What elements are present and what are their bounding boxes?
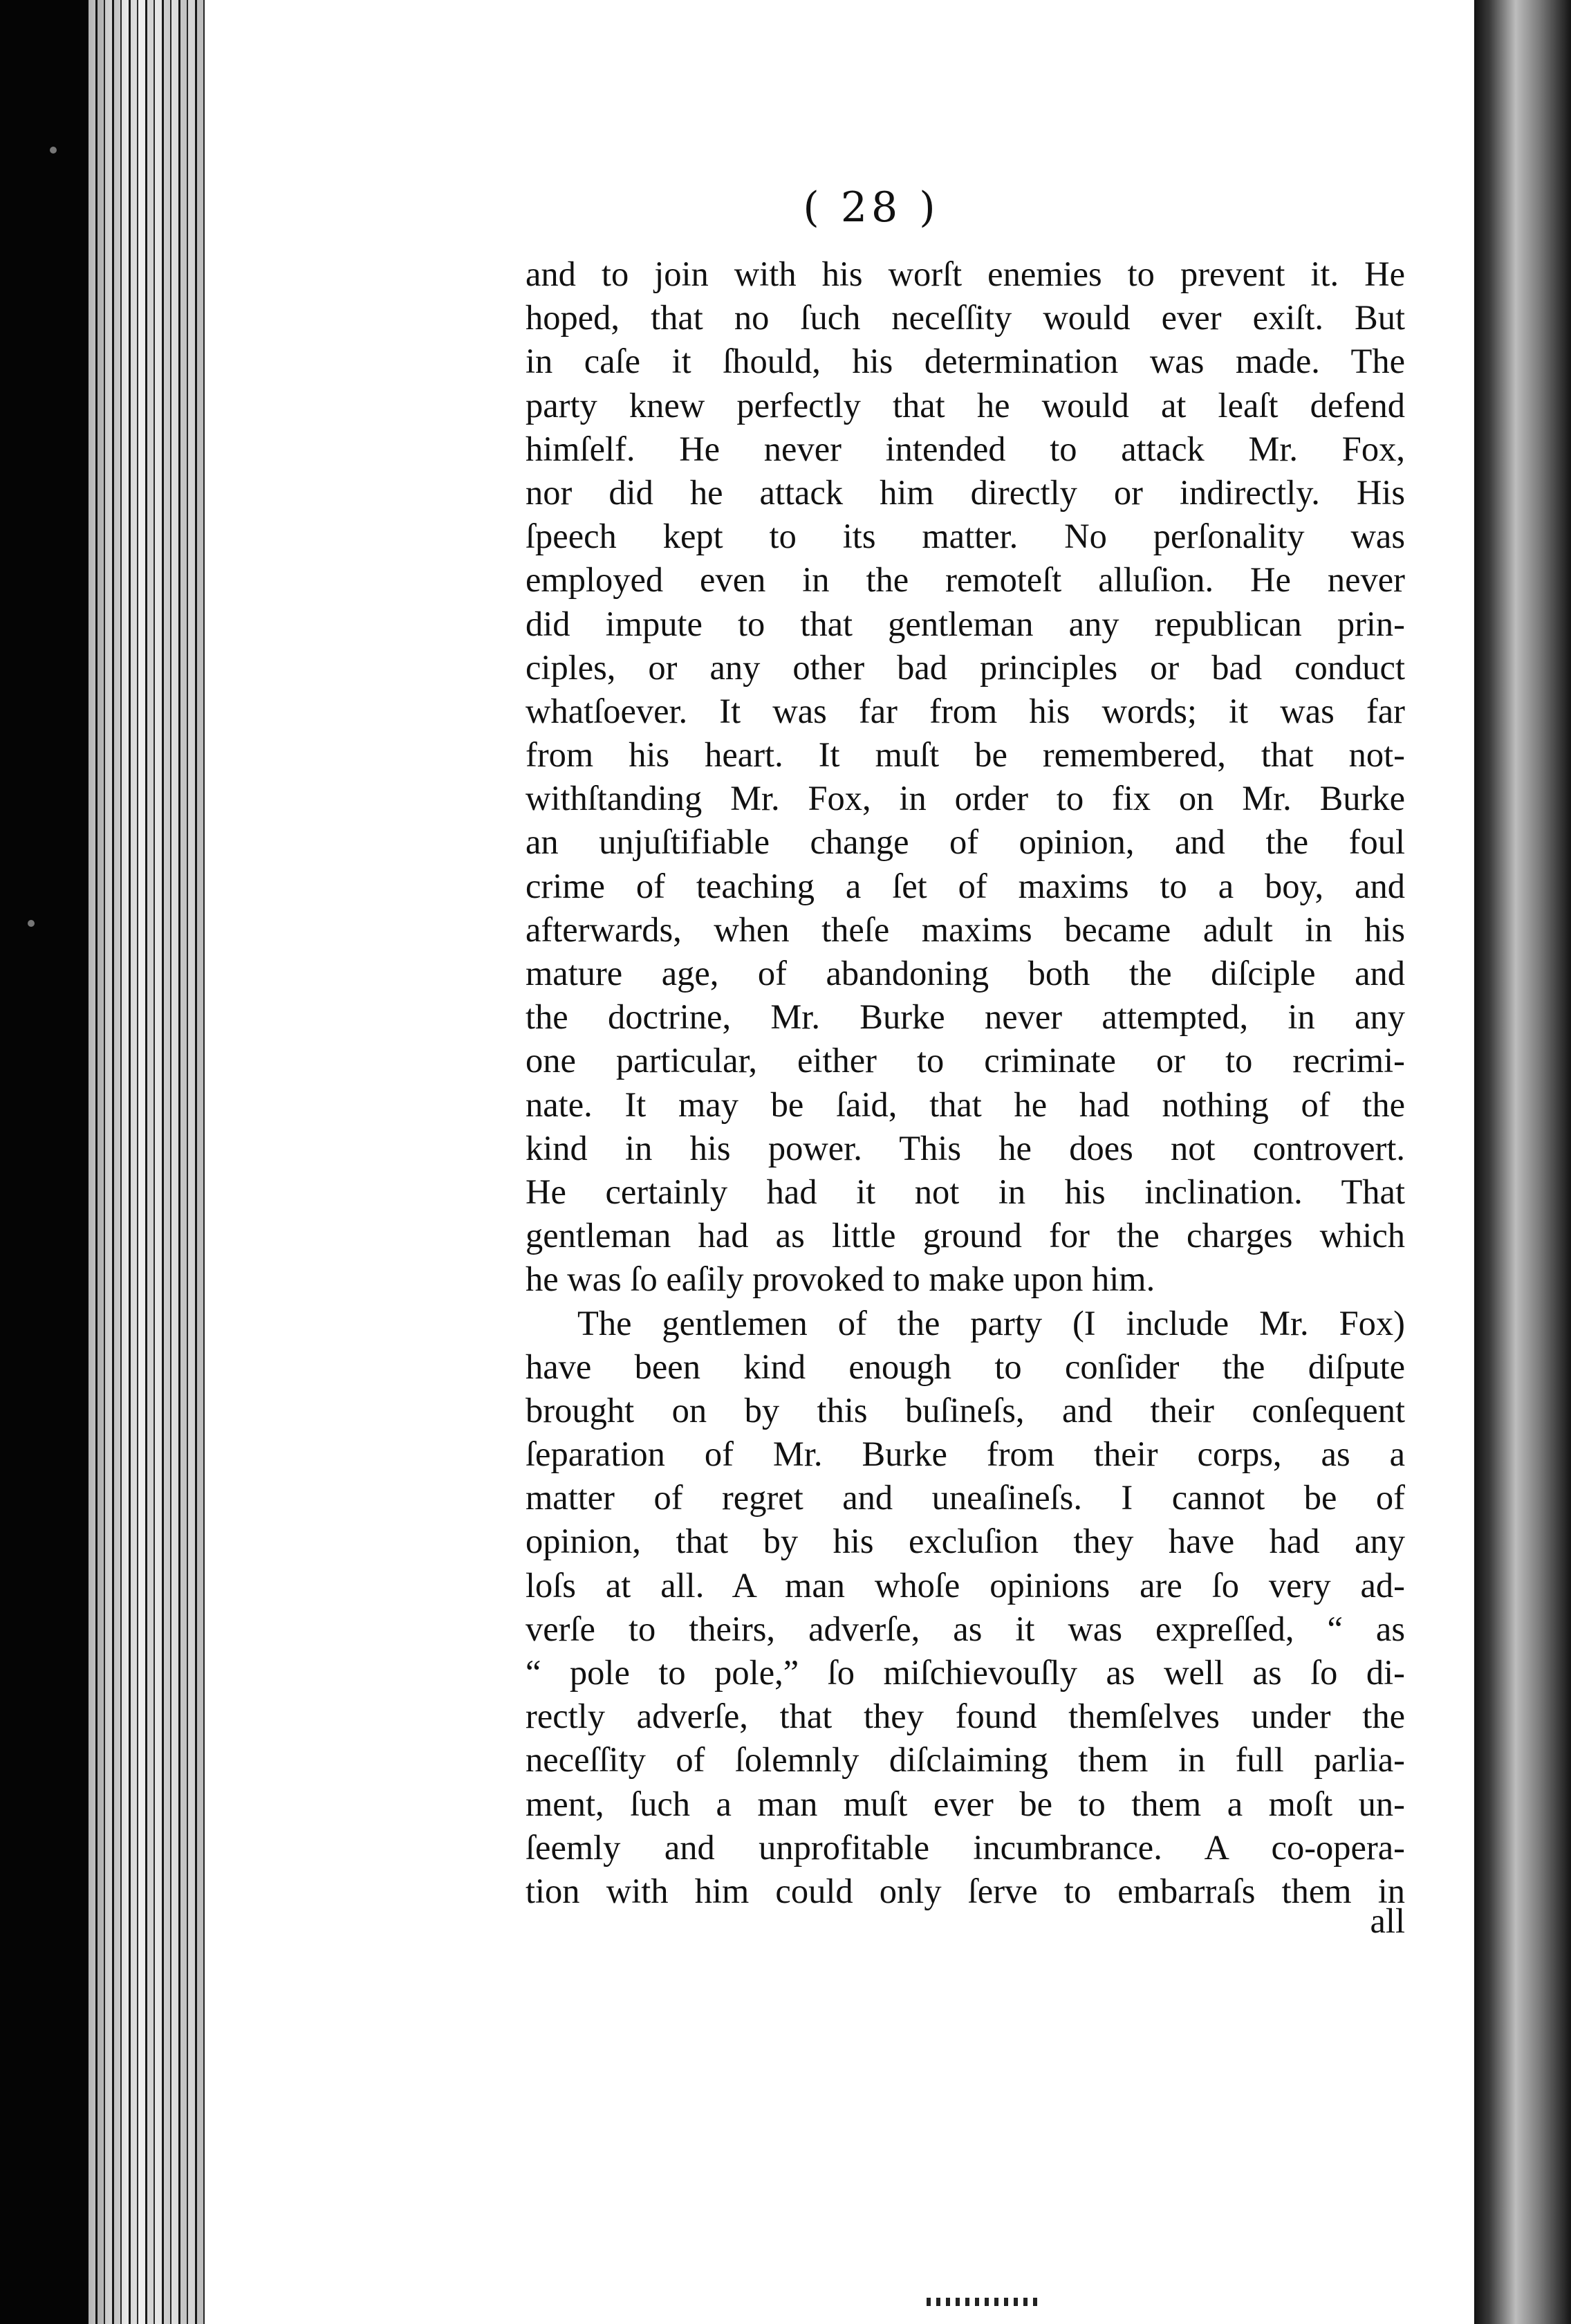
- text-line: crime of teaching a ſet of maxims to a boy, and: [526, 866, 1405, 905]
- text-line: ſpeech kept to its matter. No perſonality was: [526, 517, 1405, 556]
- text-line: opinion, that by his excluſion they have had any: [526, 1522, 1405, 1561]
- text-line: loſs at all. A man whoſe opinions are ſo very ad-: [526, 1565, 1405, 1605]
- text-line: tion with him could only ſerve to embarraſs them in: [526, 1871, 1405, 1910]
- text-line: himſelf. He never intended to attack Mr. Fox,: [526, 429, 1405, 468]
- text-line: whatſoever. It was far from his words; it was far: [526, 691, 1405, 730]
- text-line: ſeparation of Mr. Burke from their corps, as a: [526, 1435, 1405, 1474]
- text-line: mature age, of abandoning both the diſciple and: [526, 954, 1405, 993]
- text-line: did impute to that gentleman any republican prin-: [526, 604, 1405, 643]
- stray-dot-left: [50, 147, 57, 154]
- text-line: in caſe it ſhould, his determination was made. The: [526, 342, 1405, 381]
- text-line: verſe to theirs, adverſe, as it was expreſſed, “ as: [526, 1609, 1405, 1648]
- catchword: all: [1370, 1901, 1405, 1940]
- text-line: ciples, or any other bad principles or bad conduct: [526, 647, 1405, 687]
- page-number: ( 28 ): [803, 183, 940, 232]
- text-line: He certainly had it not in his inclination. That: [526, 1172, 1405, 1211]
- body-text: [526, 252, 1405, 1913]
- text-line: employed even in the remoteſt alluſion. He never: [526, 560, 1405, 600]
- page-block-shade: [89, 0, 205, 2324]
- text-line: rectly adverſe, that they found themſelves under the: [526, 1697, 1405, 1736]
- text-line: matter of regret and uneaſineſs. I cannot be of: [526, 1478, 1405, 1518]
- text-line: hoped, that no ſuch neceſſity would ever exiſt. But: [526, 298, 1405, 338]
- paragraph-2: [526, 1302, 1405, 1914]
- text-line: kind in his power. This he does not controvert.: [526, 1128, 1405, 1168]
- paragraph-1: [526, 252, 1405, 1302]
- text-line: “ pole to pole,” ſo miſchievouſly as well as ſo di-: [526, 1653, 1405, 1692]
- text-line: he was ſo eaſily provoked to make upon him.: [526, 1260, 1155, 1299]
- text-line: the doctrine, Mr. Burke never attempted, in any: [526, 997, 1405, 1037]
- text-line: have been kind enough to conſider the diſpute: [526, 1347, 1405, 1386]
- bottom-edge-mark: [927, 2298, 1037, 2306]
- text-line: and to join with his worſt enemies to prevent it. He: [526, 255, 1405, 293]
- text-line: one particular, either to criminate or to recrimi-: [526, 1041, 1405, 1080]
- text-line: gentleman had as little ground for the charges which: [526, 1216, 1405, 1255]
- text-line: brought on by this buſineſs, and their conſequent: [526, 1390, 1405, 1430]
- text-line: neceſſity of ſolemnly diſclaiming them in full parlia-: [526, 1740, 1405, 1780]
- stray-dot-left-lower: [28, 920, 35, 927]
- text-line: ſeemly and unprofitable incumbrance. A co-opera-: [526, 1827, 1405, 1867]
- text-line: ment, ſuch a man muſt ever be to them a moſt un-: [526, 1784, 1405, 1823]
- text-line: party knew perfectly that he would at leaſt defend: [526, 385, 1405, 425]
- right-gutter: [1474, 0, 1571, 2324]
- text-line: afterwards, when theſe maxims became adult in his: [526, 910, 1405, 949]
- text-line: nate. It may be ſaid, that he had nothing of the: [526, 1085, 1405, 1124]
- text-line: an unjuſtifiable change of opinion, and the foul: [526, 822, 1405, 862]
- text-line: The gentlemen of the party (I include Mr. Fox): [577, 1303, 1405, 1343]
- text-line: withſtanding Mr. Fox, in order to fix on Mr. Burke: [526, 779, 1405, 818]
- text-line: nor did he attack him directly or indirectly. His: [526, 472, 1405, 512]
- text-line: from his heart. It muſt be remembered, that not-: [526, 735, 1405, 775]
